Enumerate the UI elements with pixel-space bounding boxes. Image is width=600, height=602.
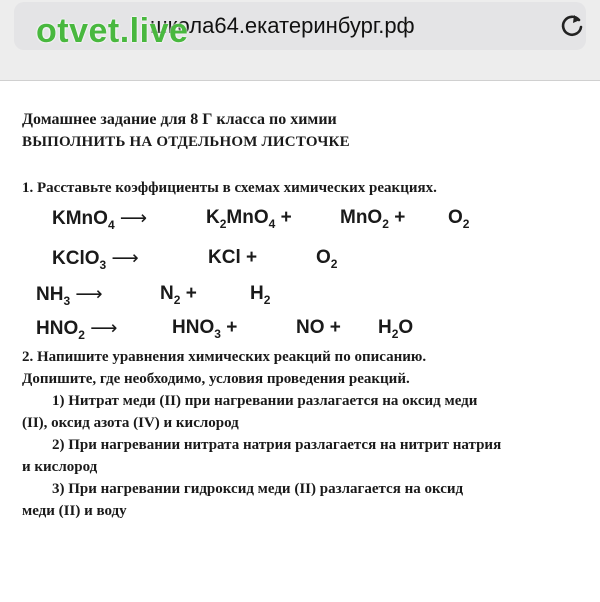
task2-heading: 2. Напишите уравнения химических реакций по описанию. xyxy=(22,349,427,365)
reaction-3-product-2: $H_2$ xyxy=(250,283,271,307)
arrow-symbol: ⟶ xyxy=(75,284,103,305)
arrow-symbol: ⟶ xyxy=(111,248,139,269)
document-page xyxy=(0,81,600,602)
reaction-4-reactant: $HNO_2$ xyxy=(36,318,85,342)
reaction-1-product-1: $K_2MnO_4$ + xyxy=(206,207,292,231)
watermark-logo: otvet.live xyxy=(36,12,189,50)
reaction-4-product-2: NO + xyxy=(296,317,341,338)
arrow-symbol: ⟶ xyxy=(119,208,148,229)
arrow-symbol: ⟶ xyxy=(90,318,118,339)
document-title: Домашнее задание для 8 Г класса по химии xyxy=(22,111,337,128)
reaction-1 xyxy=(52,207,147,232)
task2-instruction: Допишите, где необходимо, условия проведения реакций. xyxy=(22,371,410,387)
task2-item-3: 3) При нагревании гидроксид меди (II) разлагается на оксид xyxy=(52,481,464,497)
browser-address-bar xyxy=(0,0,600,81)
task2-item-1: 1) Нитрат меди (II) при нагревании разлагается на оксид меди xyxy=(52,393,478,409)
document-subtitle: ВЫПОЛНИТЬ НА ОТДЕЛЬНОМ ЛИСТОЧКЕ xyxy=(22,134,350,150)
reaction-3-product-1: $N_2$ + xyxy=(160,283,197,307)
reaction-4-product-1: $HNO_3$ + xyxy=(172,317,238,341)
reaction-1-product-2: MnO$_2$ + xyxy=(340,207,406,231)
task1-heading: 1. Расставьте коэффициенты в схемах химических реакциях. xyxy=(22,180,437,196)
reaction-4-product-3: $H_2O$ xyxy=(378,317,414,341)
task2-item-3-cont: меди (II) и воду xyxy=(22,503,127,519)
url-text: школа64.екатеринбург.рф xyxy=(150,13,415,38)
reload-icon[interactable] xyxy=(558,12,586,40)
task2-item-2: 2) При нагревании нитрата натрия разлагается на нитрит натрия xyxy=(52,437,502,453)
reaction-2 xyxy=(52,247,139,272)
task2-item-1-cont: (II), оксид азота (IV) и кислород xyxy=(22,415,239,431)
reaction-3-reactant: $NH_3$ xyxy=(36,284,71,308)
reaction-2-reactant: KClO$_3$ xyxy=(52,248,107,272)
task2-item-2-cont: и кислород xyxy=(22,459,98,475)
reaction-2-product-1: KCl + xyxy=(208,247,258,268)
reaction-3 xyxy=(36,283,103,308)
reaction-2-product-2: $O_2$ xyxy=(316,247,338,271)
reaction-1-product-3: $O_2$ xyxy=(448,207,470,231)
reaction-4 xyxy=(36,317,117,342)
reaction-1-reactant: KMnO$_4$ xyxy=(52,208,115,232)
